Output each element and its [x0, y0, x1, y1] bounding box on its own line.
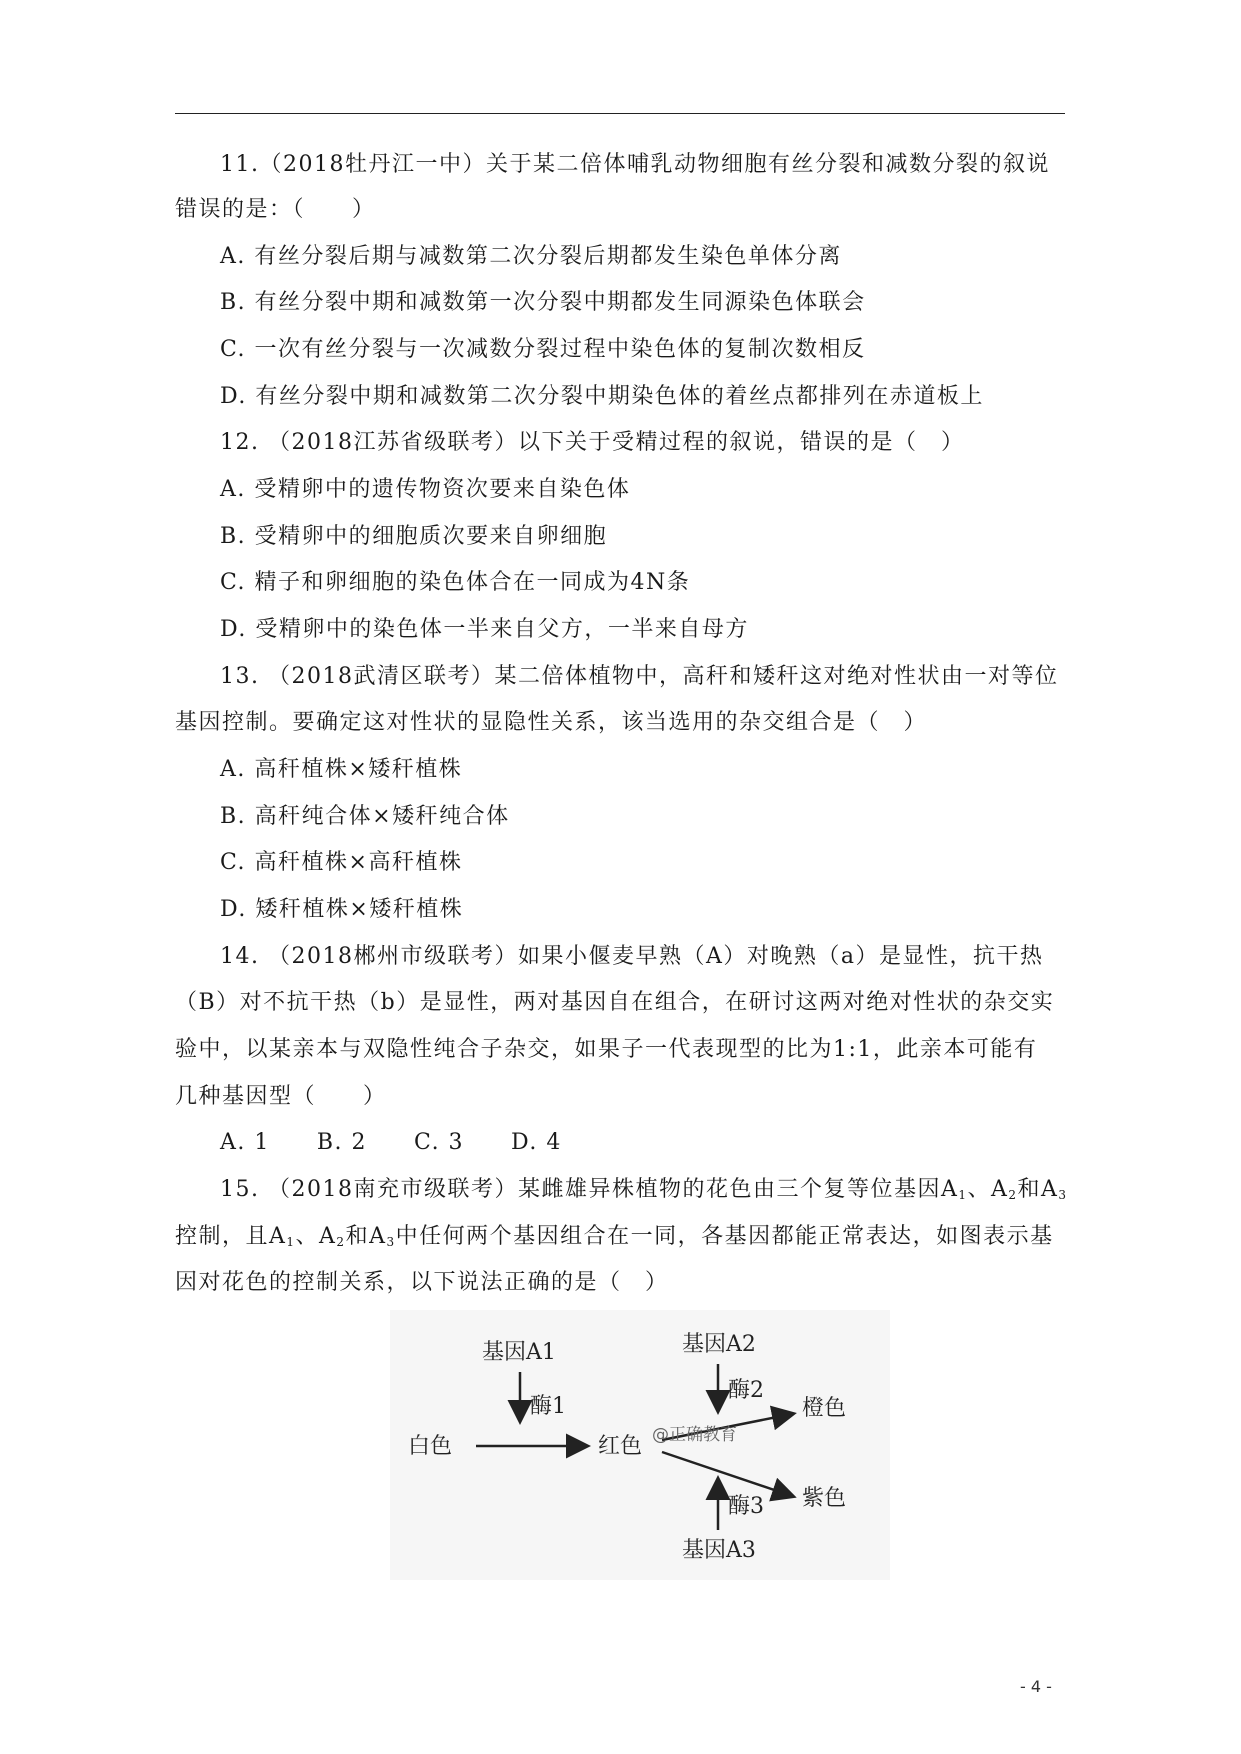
label-gene-a1: 基因A1	[482, 1340, 556, 1365]
label-enzyme2: 酶2	[728, 1378, 764, 1403]
label-red: 红色	[598, 1434, 643, 1459]
label-gene-a3: 基因A3	[682, 1538, 756, 1563]
q15-stem-line3: 因对花色的控制关系，以下说法正确的是（ ）	[175, 1270, 669, 1295]
label-purple: 紫色	[802, 1486, 847, 1511]
q15-stem-line2: 控制，且$A_1$、$A_2$和$A_3$中任何两个基因组合在一同，各基因都能正常表达，如图表示基	[175, 1224, 1054, 1249]
arrow-red-to-purple	[662, 1452, 792, 1496]
q13-stem-line1: 13. （2018武清区联考）某二倍体植物中，高秆和矮秆这对绝对性状由一对等位	[220, 664, 1059, 689]
q14-options: A. 1 B. 2 C. 3 D. 4	[220, 1130, 562, 1155]
header-rule	[175, 113, 1065, 114]
q12-stem: 12. （2018江苏省级联考）以下关于受精过程的叙说，错误的是（ ）	[220, 430, 965, 455]
q13-option-a: A. 高秆植株×矮秆植株	[220, 757, 463, 782]
q13-option-d: D. 矮秆植株×矮秆植株	[220, 897, 464, 922]
q14-stem-line3: 验中，以某亲本与双隐性纯合子杂交，如果子一代表现型的比为1:1，此亲本可能有	[175, 1037, 1038, 1062]
watermark: @正确教育	[652, 1425, 737, 1445]
q14-stem-line1: 14. （2018郴州市级联考）如果小偃麦早熟（A）对晚熟（a）是显性，抗干热	[220, 944, 1044, 969]
q13-option-c: C. 高秆植株×高秆植株	[220, 850, 463, 875]
q12-option-d: D. 受精卵中的染色体一半来自父方，一半来自母方	[220, 617, 749, 642]
q12-option-b: B. 受精卵中的细胞质次要来自卵细胞	[220, 524, 608, 549]
q11-option-c: C. 一次有丝分裂与一次减数分裂过程中染色体的复制次数相反	[220, 337, 866, 362]
q11-option-b: B. 有丝分裂中期和减数第一次分裂中期都发生同源染色体联会	[220, 290, 866, 315]
q11-option-a: A. 有丝分裂后期与减数第二次分裂后期都发生染色单体分离	[220, 244, 842, 269]
q14-stem-line4: 几种基因型（ ）	[175, 1084, 387, 1109]
label-orange: 橙色	[802, 1396, 847, 1421]
q11-stem-line1: 11.（2018牡丹江一中）关于某二倍体哺乳动物细胞有丝分裂和减数分裂的叙说	[220, 152, 1050, 177]
gene-color-diagram	[390, 1310, 890, 1580]
q14-stem-line2: （B）对不抗干热（b）是显性，两对基因自在组合，在研讨这两对绝对性状的杂交实	[175, 990, 1055, 1015]
q13-option-b: B. 高秆纯合体×矮秆纯合体	[220, 804, 510, 829]
q12-option-c: C. 精子和卵细胞的染色体合在一同成为4N条	[220, 570, 691, 595]
q11-option-d: D. 有丝分裂中期和减数第二次分裂中期染色体的着丝点都排列在赤道板上	[220, 384, 984, 409]
page-number: - 4 -	[1020, 1677, 1052, 1696]
q13-stem-line2: 基因控制。要确定这对性状的显隐性关系，该当选用的杂交组合是（ ）	[175, 710, 928, 735]
label-enzyme3: 酶3	[728, 1494, 764, 1519]
q15-stem-line1: 15. （2018南充市级联考）某雌雄异株植物的花色由三个复等位基因$A_1$、$A_2$和$A_3$	[220, 1177, 1068, 1202]
label-enzyme1: 酶1	[530, 1394, 566, 1419]
q12-option-a: A. 受精卵中的遗传物资次要来自染色体	[220, 477, 631, 502]
q11-stem-line2: 错误的是：（ ）	[175, 197, 376, 222]
label-white: 白色	[408, 1434, 453, 1459]
label-gene-a2: 基因A2	[682, 1332, 756, 1357]
